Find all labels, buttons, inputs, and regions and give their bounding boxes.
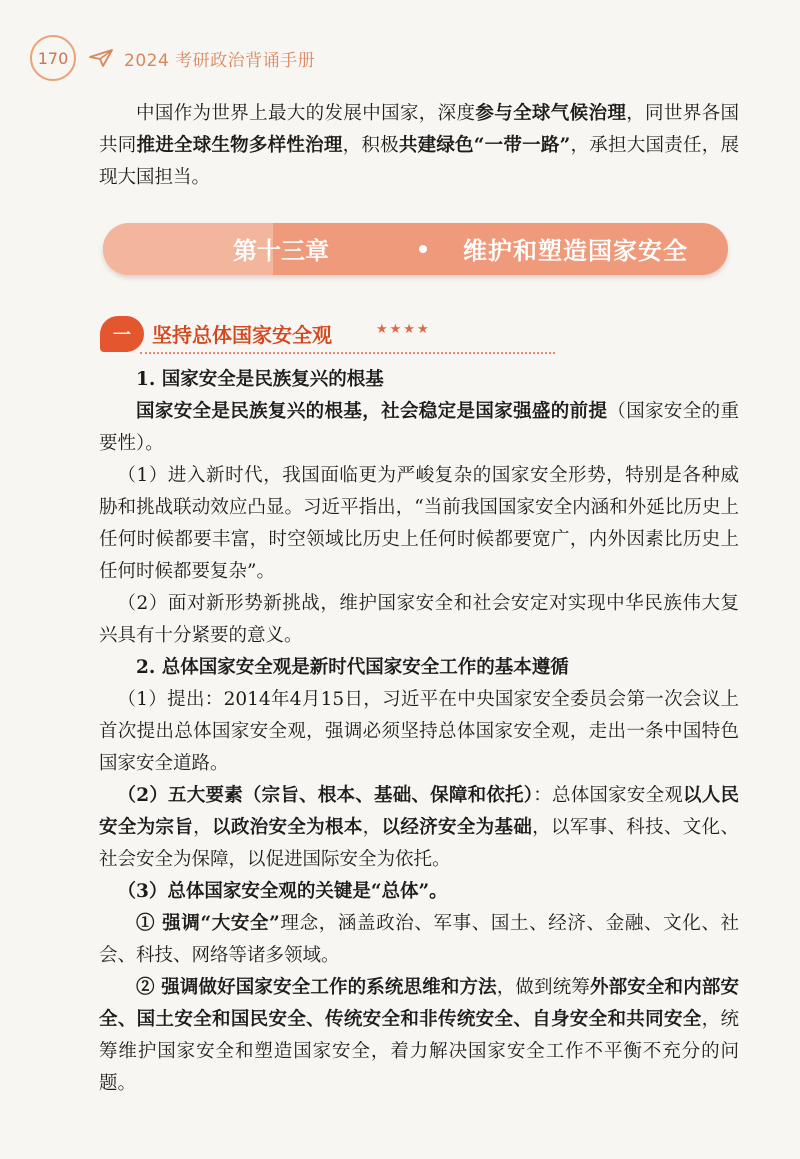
text: 中国作为世界上最大的发展中国家，深度 [136, 103, 476, 124]
text: ，统筹维护国家安全和塑造国家安全，着力解决国家安全工作不平衡不充分的问题。 [99, 1009, 739, 1094]
paragraph [99, 588, 739, 652]
chapter-title: 维护和塑造国家安全 [463, 237, 688, 265]
section-title: 坚持总体国家安全观 [152, 323, 332, 347]
subheading-1 [99, 364, 739, 396]
subheading-text: 2. 总体国家安全观是新时代国家安全工作的基本遵循 [136, 657, 569, 678]
paragraph [99, 780, 739, 876]
subheading-2 [99, 652, 739, 684]
bold-text: 以政治安全为根本 [212, 817, 363, 838]
bold-text: ② 强调做好国家安全工作的系统思维和方法 [136, 977, 497, 998]
paragraph [99, 972, 739, 1100]
importance-stars: ★★★★ [376, 322, 431, 337]
text: ，做到统筹 [496, 977, 590, 998]
bold-text: 推进全球生物多样性治理 [136, 135, 343, 156]
chapter-banner [103, 223, 728, 275]
section-number-badge [100, 316, 144, 352]
page-header [30, 36, 315, 80]
bold-text: （3）总体国家安全观的关键是“总体”。 [117, 881, 448, 902]
text: （2）面对新形势新挑战，维护国家安全和社会安定对实现中华民族伟大复兴具有十分紧要的意义。 [99, 593, 739, 646]
page-number-badge [30, 35, 76, 81]
paragraph [99, 684, 739, 780]
chapter-number: 第十三章 [233, 237, 329, 265]
bold-text: ① 强调“大安全” [136, 913, 280, 934]
paragraph [99, 396, 739, 460]
bold-text: 共建绿色“一带一路” [398, 135, 571, 156]
section-heading [100, 314, 460, 354]
bold-text: 外部安全和内部安全、国土安全和国民安全、传统安全和非传统安全、自身安全和共同安全 [99, 977, 739, 1030]
text: 理念，涵盖政治、军事、国土、经济、金融、文化、社会、科技、网络等诸多领域。 [99, 913, 739, 966]
section-underline [140, 352, 555, 354]
text: ：总体国家安全观 [533, 785, 684, 806]
bold-text: （2）五大要素（宗旨、根本、基础、保障和依托） [117, 785, 534, 806]
text: （国家安全的重要性）。 [99, 401, 739, 454]
subheading-text: 1. 国家安全是民族复兴的根基 [136, 369, 384, 390]
chapter-separator-dot [419, 245, 427, 253]
text: ，同世界各国共同 [99, 103, 739, 156]
section-number: 一 [113, 325, 131, 346]
text: ， [362, 817, 382, 838]
text: （1）提出：2014年4月15日，习近平在中央国家安全委员会第一次会议上首次提出总体国家安全观，强调必须坚持总体国家安全观，走出一条中国特色国家安全道路。 [99, 689, 739, 774]
bold-text: 以人民安全为宗旨 [99, 785, 739, 838]
intro-paragraph [99, 98, 739, 194]
paragraph [99, 908, 739, 972]
page-number: 170 [37, 48, 69, 68]
paragraph [99, 460, 739, 588]
paper-plane-icon [88, 48, 114, 68]
text: （1）进入新时代，我国面临更为严峻复杂的国家安全形势，特别是各种威胁和挑战联动效应凸显。习近平指出，“当前我国国家安全内涵和外延比历史上任何时候都要丰富，时空领域比历史上任何时候都要宽广，内外因素比历史上任何时候都要复杂”。 [99, 465, 739, 582]
bold-text: 以经济安全为基础 [381, 817, 533, 838]
main-content [99, 364, 739, 1100]
bold-text: 参与全球气候治理 [475, 103, 627, 124]
paragraph [99, 876, 739, 908]
text: ，以军事、科技、文化、社会安全为保障，以促进国际安全为依托。 [99, 817, 739, 870]
book-title: 2024 考研政治背诵手册 [124, 50, 316, 71]
text: ，承担大国责任，展现大国担当。 [99, 135, 739, 188]
bold-text: 国家安全是民族复兴的根基，社会稳定是国家强盛的前提 [136, 401, 608, 422]
text: ，积极 [342, 135, 399, 156]
text: ， [193, 817, 212, 838]
